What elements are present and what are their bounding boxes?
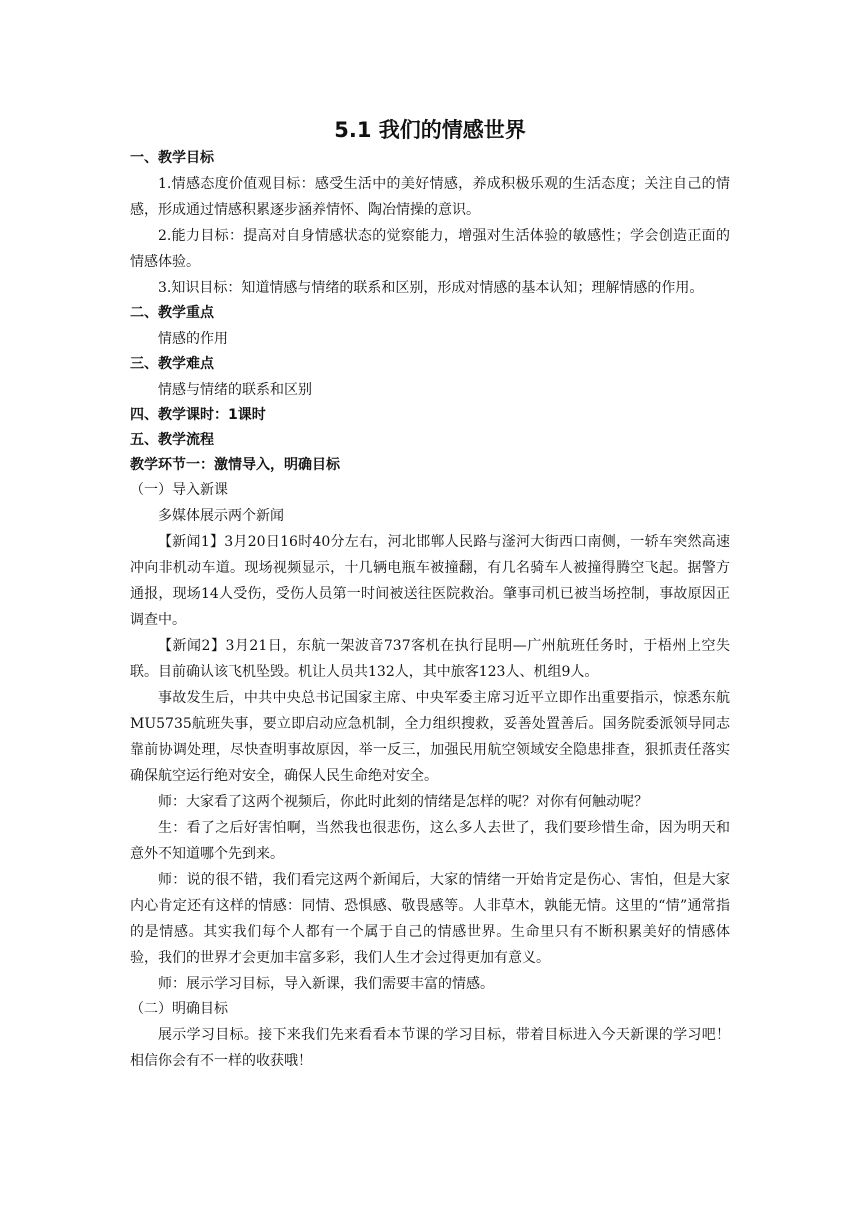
news-1: 【新闻1】3月20日16时40分左右，河北邯郸人民路与滏河大街西口南侧，一轿车突然高速冲向非机动车道。现场视频显示，十几辆电瓶车被撞翻，有几名骑车人被撞得腾空飞起。据警方通报，现场14人受伤，受伤人员第一时间被送往医院救治。肇事司机已被当场控制，事故原因正调查中。 bbox=[130, 534, 730, 628]
section-heading-class-hours: 四、教学课时：1课时 bbox=[130, 407, 266, 423]
section-heading-difficulties: 三、教学难点 bbox=[130, 356, 214, 372]
teacher-question: 师：大家看了这两个视频后，你此时此刻的情绪是怎样的呢？对你有何触动呢？ bbox=[158, 794, 648, 810]
section-heading-objectives: 一、教学目标 bbox=[130, 150, 214, 166]
student-answer: 生：看了之后好害怕啊，当然我也很悲伤，这么多人去世了，我们要珍惜生命，因为明天和意外不知道哪个先到来。 bbox=[130, 820, 730, 862]
subsection-heading-objectives: （二）明确目标 bbox=[130, 1001, 228, 1017]
section-heading-process: 五、教学流程 bbox=[130, 432, 214, 448]
step-1-heading: 教学环节一：激情导入，明确目标 bbox=[130, 457, 340, 473]
news-2-followup: 事故发生后，中共中央总书记国家主席、中央军委主席习近平立即作出重要指示，惊悉东航MU5735航班失事，要立即启动应急机制，全力组织搜救，妥善处置善后。国务院委派领导同志靠前协调处理，尽快查明事故原因，举一反三，加强民用航空领域安全隐患排查，狠抓责任落实确保航空运行绝对安全，确保人民生命绝对安全。 bbox=[130, 690, 730, 784]
subsection-heading-intro: （一）导入新课 bbox=[130, 482, 228, 498]
goal-3: 3.知识目标：知道情感与情绪的联系和区别，形成对情感的基本认知；理解情感的作用。 bbox=[158, 280, 704, 296]
document-body bbox=[130, 146, 730, 1074]
key-points-text: 情感的作用 bbox=[158, 331, 228, 347]
objectives-text: 展示学习目标。接下来我们先来看看本节课的学习目标，带着目标进入今天新课的学习吧！相信你会有不一样的收获哦！ bbox=[130, 1027, 730, 1069]
goal-2: 2.能力目标：提高对自身情感状态的觉察能力，增强对生活体验的敏感性；学会创造正面的情感体验。 bbox=[130, 228, 730, 270]
difficulties-text: 情感与情绪的联系和区别 bbox=[158, 382, 312, 398]
page-title: 5.1 我们的情感世界 bbox=[334, 118, 526, 142]
teacher-response: 师：说的很不错，我们看完这两个新闻后，大家的情绪一开始肯定是伤心、害怕，但是大家内心肯定还有这样的情感：同情、恐惧感、敬畏感等。人非草木，孰能无情。这里的“情”通常指的是情感。其实我们每个人都有一个属于自己的情感世界。生命里只有不断积累美好的情感体验，我们的世界才会更加丰富多彩，我们人生才会过得更加有意义。 bbox=[130, 872, 730, 966]
section-heading-key-points: 二、教学重点 bbox=[130, 305, 214, 321]
news-2: 【新闻2】3月21日，东航一架波音737客机在执行昆明—广州航班任务时，于梧州上空失联。目前确认该飞机坠毁。机让人员共132人，其中旅客123人、机组9人。 bbox=[130, 638, 730, 680]
goal-1: 1.情感态度价值观目标：感受生活中的美好情感，养成积极乐观的生活态度；关注自己的情感，形成通过情感积累逐步涵养情怀、陶冶情操的意识。 bbox=[130, 176, 730, 218]
teacher-transition: 师：展示学习目标，导入新课，我们需要丰富的情感。 bbox=[158, 976, 494, 992]
intro-text: 多媒体展示两个新闻 bbox=[158, 508, 284, 524]
